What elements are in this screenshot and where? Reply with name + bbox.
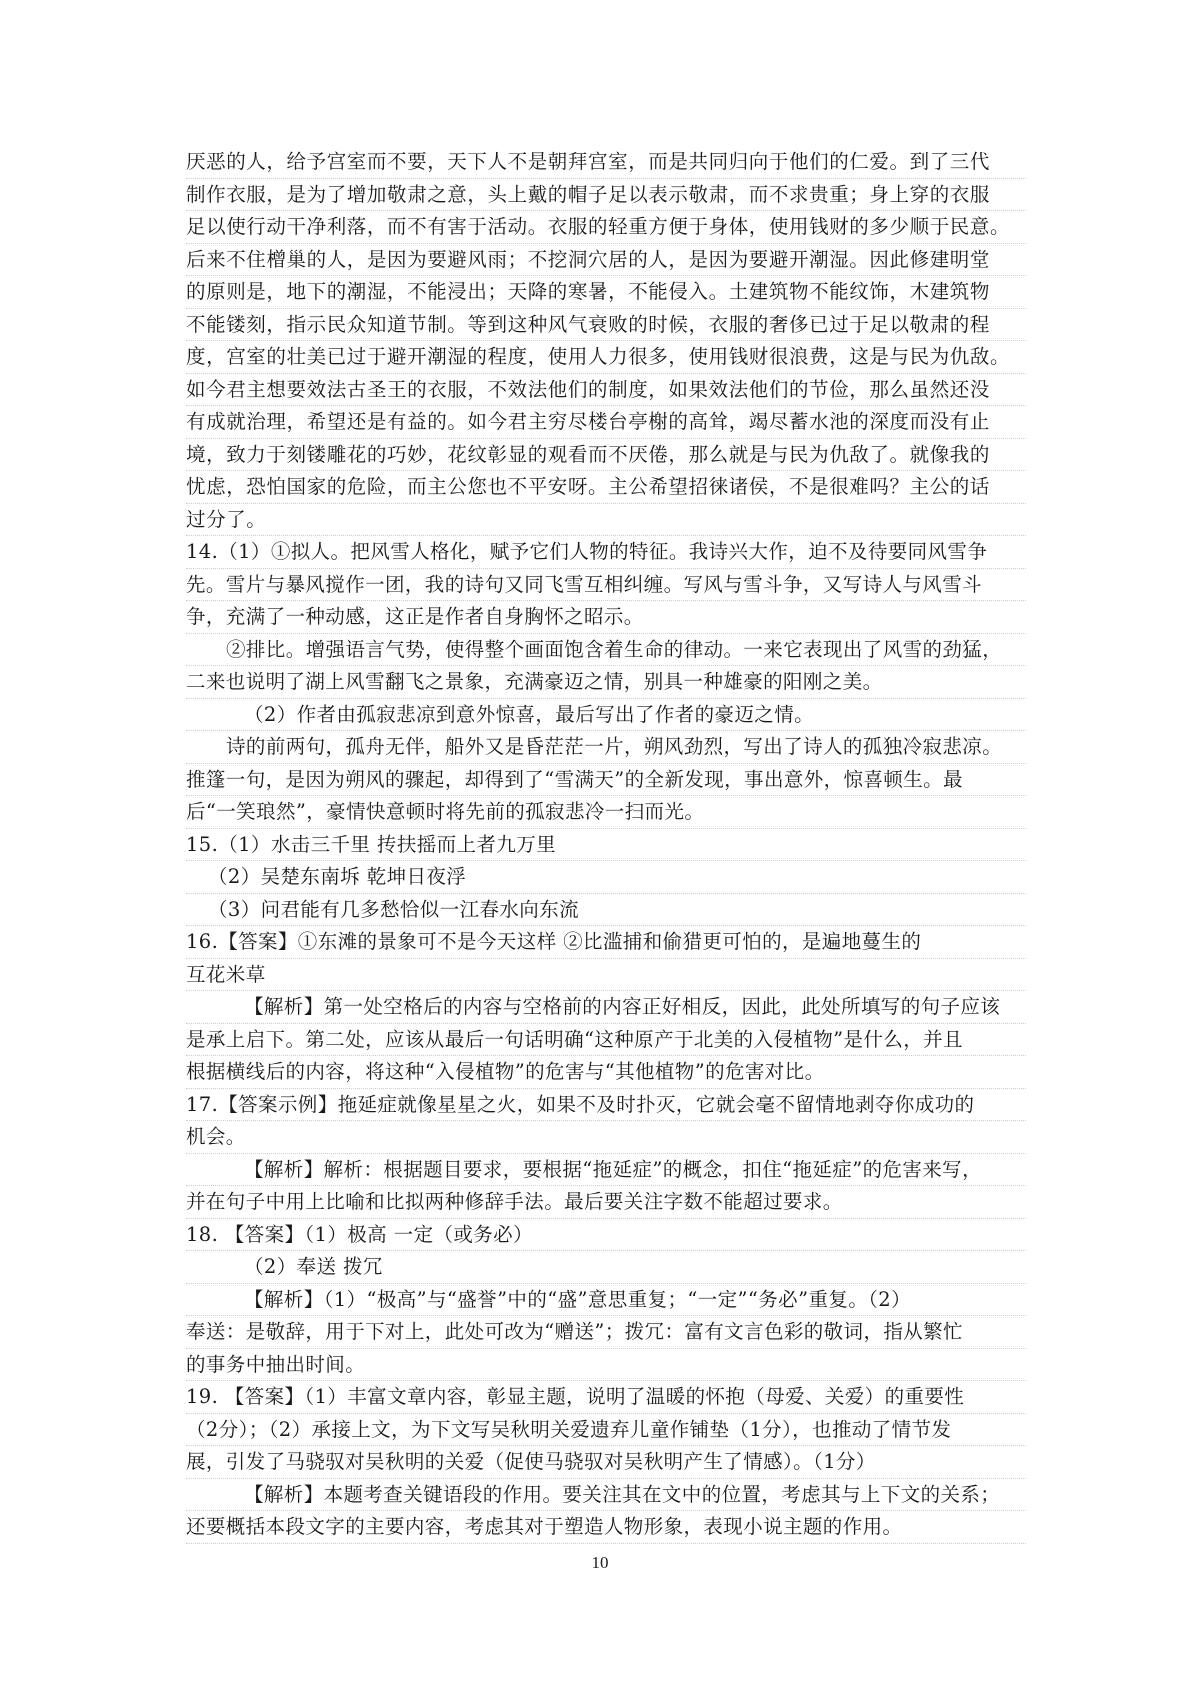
answer-line: 【解析】解析：根据题目要求，要根据“拖延症”的概念，扣住“拖延症”的危害来写，: [186, 1154, 1026, 1187]
page-number-text: 10: [591, 1553, 609, 1572]
answer-line: 15.（1）水击三千里 抟扶摇而上者九万里: [186, 829, 1026, 862]
answer-line: 16.【答案】①东滩的景象可不是今天这样 ②比滥捕和偷猎更可怕的，是遍地蔓生的: [186, 926, 1026, 959]
answer-line: 互花米草: [186, 959, 1026, 992]
text-line: 有成就治理，希望还是有益的。如今君主穷尽楼台亭榭的高耸，竭尽蓄水池的深度而没有止: [186, 406, 1026, 439]
answer-line: 奉送：是敬辞，用于下对上，此处可改为“赠送”；拨冗：富有文言色彩的敬词，指从繁忙: [186, 1316, 1026, 1349]
answer-line: 【解析】（1）“极高”与“盛誉”中的“盛”意思重复；“一定”“务必”重复。（2）: [186, 1284, 1026, 1317]
answers-section: [186, 536, 1026, 1544]
answer-line: 根据横线后的内容，将这种“入侵植物”的危害与“其他植物”的危害对比。: [186, 1056, 1026, 1089]
answer-line: （2）作者由孤寂悲凉到意外惊喜，最后写出了作者的豪迈之情。: [186, 699, 1026, 732]
answer-line: 的事务中抽出时间。: [186, 1349, 1026, 1382]
answer-line: 机会。: [186, 1121, 1026, 1154]
answer-line: 二来也说明了湖上风雪翻飞之景象，充满豪迈之情，别具一种雄豪的阳刚之美。: [186, 666, 1026, 699]
answer-line: 是承上启下。第二处，应该从最后一句话明确“这种原产于北美的入侵植物”是什么，并且: [186, 1024, 1026, 1057]
answer-line: ②排比。增强语言气势，使得整个画面饱含着生命的律动。一来它表现出了风雪的劲猛，: [186, 634, 1026, 667]
text-line: 过分了。: [186, 504, 1026, 537]
answer-line: （2）吴楚东南坼 乾坤日夜浮: [186, 861, 1026, 894]
answer-line: 推篷一句，是因为朔风的骤起，却得到了“雪满天”的全新发现，事出意外，惊喜顿生。最: [186, 764, 1026, 797]
text-line: 如今君主想要效法古圣王的衣服，不效法他们的制度，如果效法他们的节俭，那么虽然还没: [186, 374, 1026, 407]
answer-line: 【解析】本题考查关键语段的作用。要关注其在文中的位置，考虑其与上下文的关系；: [186, 1479, 1026, 1512]
answer-line: 后“一笑琅然”，豪情快意顿时将先前的孤寂悲冷一扫而光。: [186, 796, 1026, 829]
document-page: [186, 146, 1026, 1544]
answer-line: 还要概括本段文字的主要内容，考虑其对于塑造人物形象，表现小说主题的作用。: [186, 1511, 1026, 1544]
text-line: 足以使行动干净利落，而不有害于活动。衣服的轻重方便于身体，使用钱财的多少顺于民意。: [186, 211, 1026, 244]
answer-line: （3）问君能有几多愁恰似一江春水向东流: [186, 894, 1026, 927]
answer-line: 诗的前两句，孤舟无伴，船外又是昏茫茫一片，朔风劲烈，写出了诗人的孤独冷寂悲凉。: [186, 731, 1026, 764]
answer-line: （2）奉送 拨冗: [186, 1251, 1026, 1284]
text-line: 忧虑，恐怕国家的危险，而主公您也不平安呀。主公希望招徕诸侯，不是很难吗？主公的话: [186, 471, 1026, 504]
answer-line: 18. 【答案】（1）极高 一定（或务必）: [186, 1219, 1026, 1252]
page-number: [0, 1553, 1200, 1573]
answer-line: 展，引发了马骁驭对吴秋明的关爱（促使马骁驭对吴秋明产生了情感）。（1分）: [186, 1446, 1026, 1479]
answer-line: 争，充满了一种动感，这正是作者自身胸怀之昭示。: [186, 601, 1026, 634]
translation-paragraph: [186, 146, 1026, 536]
text-line: 境，致力于刻镂雕花的巧妙，花纹彰显的观看而不厌倦，那么就是与民为仇敌了。就像我的: [186, 439, 1026, 472]
answer-line: 先。雪片与暴风搅作一团，我的诗句又同飞雪互相纠缠。写风与雪斗争，又写诗人与风雪斗: [186, 569, 1026, 602]
answer-line: 14.（1）①拟人。把风雪人格化，赋予它们人物的特征。我诗兴大作，迫不及待要同风雪争: [186, 536, 1026, 569]
answer-line: 并在句子中用上比喻和比拟两种修辞手法。最后要关注字数不能超过要求。: [186, 1186, 1026, 1219]
answer-line: （2分）；（2）承接上文，为下文写吴秋明关爱遗弃儿童作铺垫（1分），也推动了情节发: [186, 1414, 1026, 1447]
text-line: 后来不住橧巢的人，是因为要避风雨；不挖洞穴居的人，是因为要避开潮湿。因此修建明堂: [186, 244, 1026, 277]
text-line: 厌恶的人，给予宫室而不要，天下人不是朝拜宫室，而是共同归向于他们的仁爱。到了三代: [186, 146, 1026, 179]
answer-line: 【解析】第一处空格后的内容与空格前的内容正好相反，因此，此处所填写的句子应该: [186, 991, 1026, 1024]
answer-line: 17.【答案示例】拖延症就像星星之火，如果不及时扑灭，它就会毫不留情地剥夺你成功的: [186, 1089, 1026, 1122]
text-line: 度，宫室的壮美已过于避开潮湿的程度，使用人力很多，使用钱财很浪费，这是与民为仇敌。: [186, 341, 1026, 374]
answer-line: 19. 【答案】（1）丰富文章内容，彰显主题，说明了温暖的怀抱（母爱、关爱）的重要性: [186, 1381, 1026, 1414]
text-line: 的原则是，地下的潮湿，不能浸出；天降的寒暑，不能侵入。土建筑物不能纹饰，木建筑物: [186, 276, 1026, 309]
text-line: 制作衣服，是为了增加敬肃之意，头上戴的帽子足以表示敬肃，而不求贵重；身上穿的衣服: [186, 179, 1026, 212]
text-line: 不能镂刻，指示民众知道节制。等到这种风气衰败的时候，衣服的奢侈已过于足以敬肃的程: [186, 309, 1026, 342]
